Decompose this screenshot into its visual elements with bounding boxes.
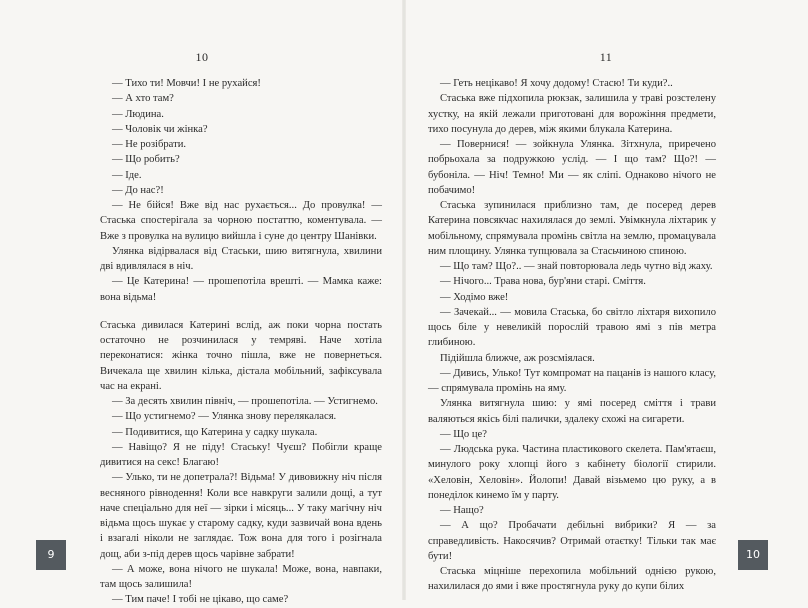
right-page-footer-number: 10	[738, 540, 768, 570]
paragraph: — До нас?!	[112, 184, 164, 196]
paragraph: — Навіщо? Я не піду! Стаську! Чуєш? Побігли краще дивитися на секс! Благаю!	[100, 441, 382, 468]
paragraph: — Нічого... Трава нова, бур'яни старі. Сміття.	[440, 276, 646, 288]
paragraph: — Нащо?	[440, 505, 484, 516]
paragraph: — Що робить?	[112, 154, 180, 166]
paragraph: — Ходімо вже!	[440, 291, 509, 303]
left-page-text	[100, 76, 382, 608]
paragraph: — А хто там?	[112, 93, 174, 105]
paragraph: — А що? Пробачати дебільні вибрики? Я — за справедливість. Накосячив? Отримай отаєтку! Тільки так має бути!	[428, 520, 716, 562]
paragraph: — Не розібрати.	[112, 139, 187, 150]
paragraph: — Зачекай... — мовила Стаська, бо світло ліхтаря вихопило щось біле у невеликій порослій травою ямі з пів метра глибиною.	[428, 306, 716, 349]
paragraph: Стаська вже підхопила рюкзак, залишила у траві розстелену хустку, на якій лежали приготовані для ворожіння предмети, тихо посунула до дерев, між якими блукала Катерина.	[428, 93, 716, 135]
paragraph: Стаська дивилася Катерині вслід, аж поки чорна постать остаточно не розчинилася у темряві. Наче хотіла переконатися: жінка точно пішла, вже не повернеться. Вичекала ще хвилин кілька, дістала мобільний, зафіксувала час на екрані.	[100, 319, 382, 392]
paragraph: — Улько, ти не допетрала?! Відьма! У дивовижну ніч після весняного рівнодення! Коли все навкруги залили дощі, а тут наче спеціально для неї — зірки і місяць... У таку магічну ніч відьма щось шукає у старому садку, куди зазвичай вона вдень і взагалі ніколи не заглядає. Тож вона для того і розігнала дощ, аби з-під дерев щось чарівне забрати!	[100, 472, 382, 560]
paragraph: — А може, вона нічого не шукала! Може, вона, навпаки, там щось залишила!	[100, 563, 382, 590]
paragraph: — Людська рука. Частина пластикового скелета. Пам'ятаєш, минулого року хлопці його з кабінету біології стирили. «Хеловін, Хеловін». Йолопи! Давай візьмемо цю руку, а в понеділок кинемо їм у парту.	[428, 444, 716, 501]
paragraph: — Дивись, Улько! Тут компромат на пацанів із нашого класу, — спрямувала промінь на яму.	[428, 367, 716, 394]
paragraph: Стаська міцніше перехопила мобільний однією рукою, нахилилася до ями і вже простягнула руку до купи білих	[428, 566, 716, 593]
paragraph: Стаська зупинилася приблизно там, де посеред дерев Катерина повсякчас нахилялася до землі. Увімкнула ліхтарик у мобільному, спрямувала промінь світла на землю, промацувала ним площину. Улянка тупцювала за Стасьчиною спиною.	[428, 200, 716, 257]
paragraph: — Повернися! — зойкнула Улянка. Зітхнула, приречено побрьохала за подружкою услід. — І що там? Що?! — бубоніла. — Ніч! Темно! Ми — як сліпі. Однаково нічого не побачимо!	[428, 139, 716, 196]
paragraph: — Подивитися, що Катерина у садку шукала.	[112, 426, 318, 438]
paragraph: — Це Катерина! — прошепотіла врешті. — Мамка каже: вона відьма!	[100, 276, 382, 303]
paragraph: — Тим паче! І тобі не цікаво, що саме?	[112, 594, 289, 606]
paragraph: — Іде.	[112, 169, 142, 181]
paragraph: — За десять хвилин північ, — прошепотіла. — Устигнемо.	[112, 396, 378, 407]
left-page-footer-number: 9	[36, 540, 66, 570]
right-page-text	[428, 76, 716, 595]
paragraph: Улянка витягнула шию: у ямі посеред сміття і трави валяються якісь білі палички, здалеку схожі на сигарети.	[428, 398, 716, 425]
paragraph: — Геть нецікаво! Я хочу додому! Стасю! Ти куди?..	[440, 78, 673, 89]
paragraph: — Що устигнемо? — Улянка знову перелякалася.	[112, 411, 337, 423]
left-page	[0, 0, 404, 606]
paragraph: — Що це?	[440, 428, 487, 440]
left-page-header-number: 10	[195, 50, 209, 64]
paragraph: — Що там? Що?.. — знай повторювала ледь чутно від жаху.	[440, 261, 713, 272]
paragraph: — Людина.	[112, 108, 164, 120]
paragraph: Підійшла ближче, аж розсміялася.	[440, 352, 595, 364]
right-page	[404, 0, 808, 600]
paragraph: — Чоловік чи жінка?	[112, 123, 208, 135]
paragraph: — Не бійся! Вже від нас рухається... До провулка! — Стаська спостерігала за чорною постаттю, коментувала. — Вже з провулка на вулицю вийшла і суне до центру Шанівки.	[100, 200, 382, 242]
paragraph: Улянка відірвалася від Стаськи, шию витягнула, хвилини дві вдивлялася в ніч.	[100, 245, 382, 272]
right-page-header-number: 11	[599, 50, 613, 64]
paragraph: — Тихо ти! Мовчи! І не рухайся!	[112, 78, 261, 89]
